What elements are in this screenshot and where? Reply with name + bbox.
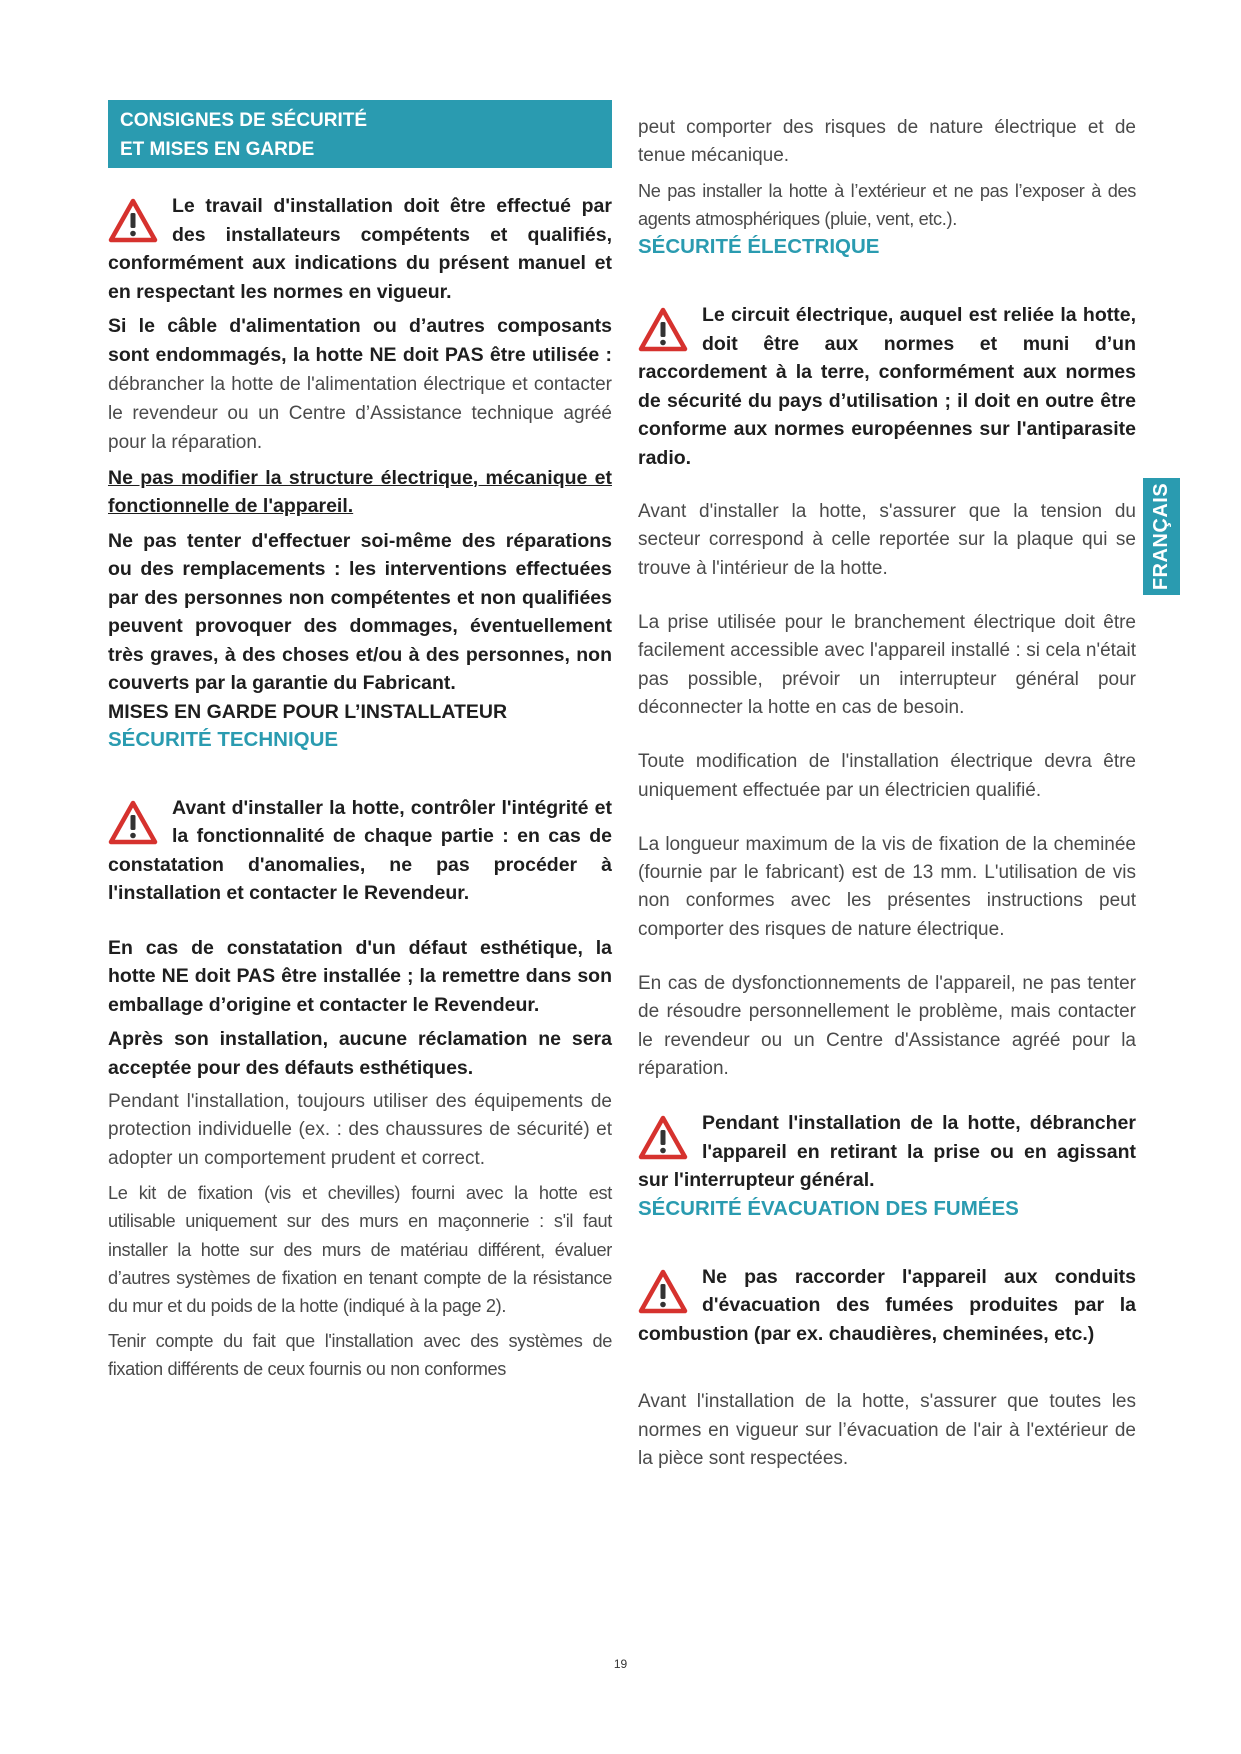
section-banner [108, 100, 612, 168]
warning-installers-text: Le travail d'installation doit être effectué par des installateurs compétents et qualifiés, conformément aux indications du présent manuel et en respectant les normes en vigueur. [108, 195, 612, 303]
warning-earthing-text: Le circuit électrique, auquel est reliée la hotte, doit être aux normes et muni d’un raccordement à la terre, conformément aux normes de sécurité du pays d’utilisation ; il doit en outre être conforme aux normes européennes sur l'antiparasite radio. [638, 304, 1136, 469]
warning-flue [638, 1263, 1136, 1349]
warning-unplug [638, 1109, 1136, 1195]
page-number: 19 [613, 1657, 628, 1671]
outdoor-paragraph: Ne pas installer la hotte à l’extérieur et ne pas l’exposer à des agents atmosphériques (pluie, vent, etc.). [638, 180, 1136, 229]
installer-heading: MISES EN GARDE POUR L’INSTALLATEUR [108, 700, 508, 723]
warning-flue-text: Ne pas raccorder l'appareil aux conduits d'évacuation des fumées produites par la combustion (par ex. chaudières, cheminées, etc.) [638, 1265, 1136, 1345]
warning-triangle-icon [638, 307, 688, 353]
voltage-paragraph: Avant d'installer la hotte, s'assurer que la tension du secteur correspond à celle reportée sur la plaque qui se trouve à l'intérieur de la hotte. [638, 501, 1136, 579]
fixing-kit-paragraph: Le kit de fixation (vis et chevilles) fourni avec la hotte est utilisable uniquement sur des murs en maçonnerie : s'il faut installer la hotte sur des murs de matériau différent, évaluer d’autres systèmes de fixation en tenant compte de la résistance du mur et du poids de la hotte (indiqué à la page 2). [108, 1183, 612, 1317]
left-column [108, 100, 612, 1383]
fumes-safety-heading: SÉCURITÉ ÉVACUATION DES FUMÉES [638, 1196, 1019, 1220]
modification-paragraph: Toute modification de l'installation électrique devra être uniquement effectuée par un électricien qualifié. [638, 751, 1136, 801]
malfunction-paragraph: En cas de dysfonctionnements de l'appareil, ne pas tenter de résoudre personnellement le problème, mais contacter le revendeur ou un Centre d'Assistance agréé pour la réparation. [638, 973, 1136, 1079]
electrical-safety-heading: SÉCURITÉ ÉLECTRIQUE [638, 235, 880, 259]
damaged-cable-bold: Si le câble d'alimentation ou d’autres composants sont endommagés, la hotte NE doit PAS être utilisée : [108, 315, 612, 366]
socket-paragraph: La prise utilisée pour le branchement électrique doit être facilement accessible avec l'appareil installé : si cela n'était pas possible, prévoir un interrupteur général pour déconnecter la hotte en cas de besoin. [638, 612, 1136, 718]
right-column [638, 114, 1136, 1473]
warning-triangle-icon [638, 1269, 688, 1315]
damaged-cable-light: débrancher la hotte de l'alimentation électrique et contacter le revendeur ou un Centre d’Assistance technique agréé pour la réparation. [108, 373, 612, 454]
banner-line-1: CONSIGNES DE SÉCURITÉ [120, 110, 368, 131]
ppe-paragraph: Pendant l'installation, toujours utiliser des équipements de protection individuelle (ex. : des chaussures de sécurité) et adopter un comportement prudent et correct. [108, 1091, 612, 1169]
warning-earthing [638, 301, 1136, 472]
warning-installers [108, 192, 612, 306]
no-claim-paragraph: Après son installation, aucune réclamation ne sera acceptée pour des défauts esthétiques. [108, 1028, 612, 1079]
damaged-cable-paragraph [108, 312, 612, 458]
other-fixing-paragraph: Tenir compte du fait que l'installation avec des systèmes de fixation différents de ceux fournis ou non conformes [108, 1330, 612, 1379]
warning-triangle-icon [108, 800, 158, 846]
no-modify-paragraph: Ne pas modifier la structure électrique, mécanique et fonctionnelle de l'appareil. [108, 466, 612, 518]
language-tab-label: FRANÇAIS [1150, 482, 1172, 591]
air-norms-paragraph: Avant l'installation de la hotte, s'assurer que toutes les normes en vigueur sur l’évacuation de l'air à l'extérieur de la pièce sont respectées. [638, 1391, 1136, 1469]
continued-paragraph: peut comporter des risques de nature électrique et de tenue mécanique. [638, 117, 1136, 167]
language-tab [1143, 478, 1180, 595]
screw-length-paragraph: La longueur maximum de la vis de fixation de la cheminée (fournie par le fabricant) est de 13 mm. L'utilisation de vis non conformes avec les présentes instructions peut comporter des risques de nature électrique. [638, 833, 1136, 940]
warning-triangle-icon [108, 198, 158, 244]
warning-check-parts [108, 794, 612, 908]
warning-check-parts-text: Avant d'installer la hotte, contrôler l'intégrité et la fonctionnalité de chaque partie : en cas de constatation d'anomalies, ne pas procéder à l'installation et contacter le Revendeur. [108, 796, 612, 905]
banner-line-2: ET MISES EN GARDE [120, 139, 315, 160]
no-repair-paragraph: Ne pas tenter d'effectuer soi-même des réparations ou des remplacements : les interventions effectuées par des personnes non compétentes et non qualifiées peuvent provoquer des dommages, éventuellement très graves, à des choses et/ou à des personnes, non couverts par la garantie du Fabricant. [108, 529, 612, 695]
technical-safety-heading: SÉCURITÉ TECHNIQUE [108, 727, 339, 751]
warning-triangle-icon [638, 1115, 688, 1161]
aesthetic-defect-paragraph: En cas de constatation d'un défaut esthétique, la hotte NE doit PAS être installée ; la remettre dans son emballage d’origine et contacter le Revendeur. [108, 936, 612, 1016]
warning-unplug-text: Pendant l'installation de la hotte, débrancher l'appareil en retirant la prise ou en agissant sur l'interrupteur général. [638, 1112, 1136, 1192]
